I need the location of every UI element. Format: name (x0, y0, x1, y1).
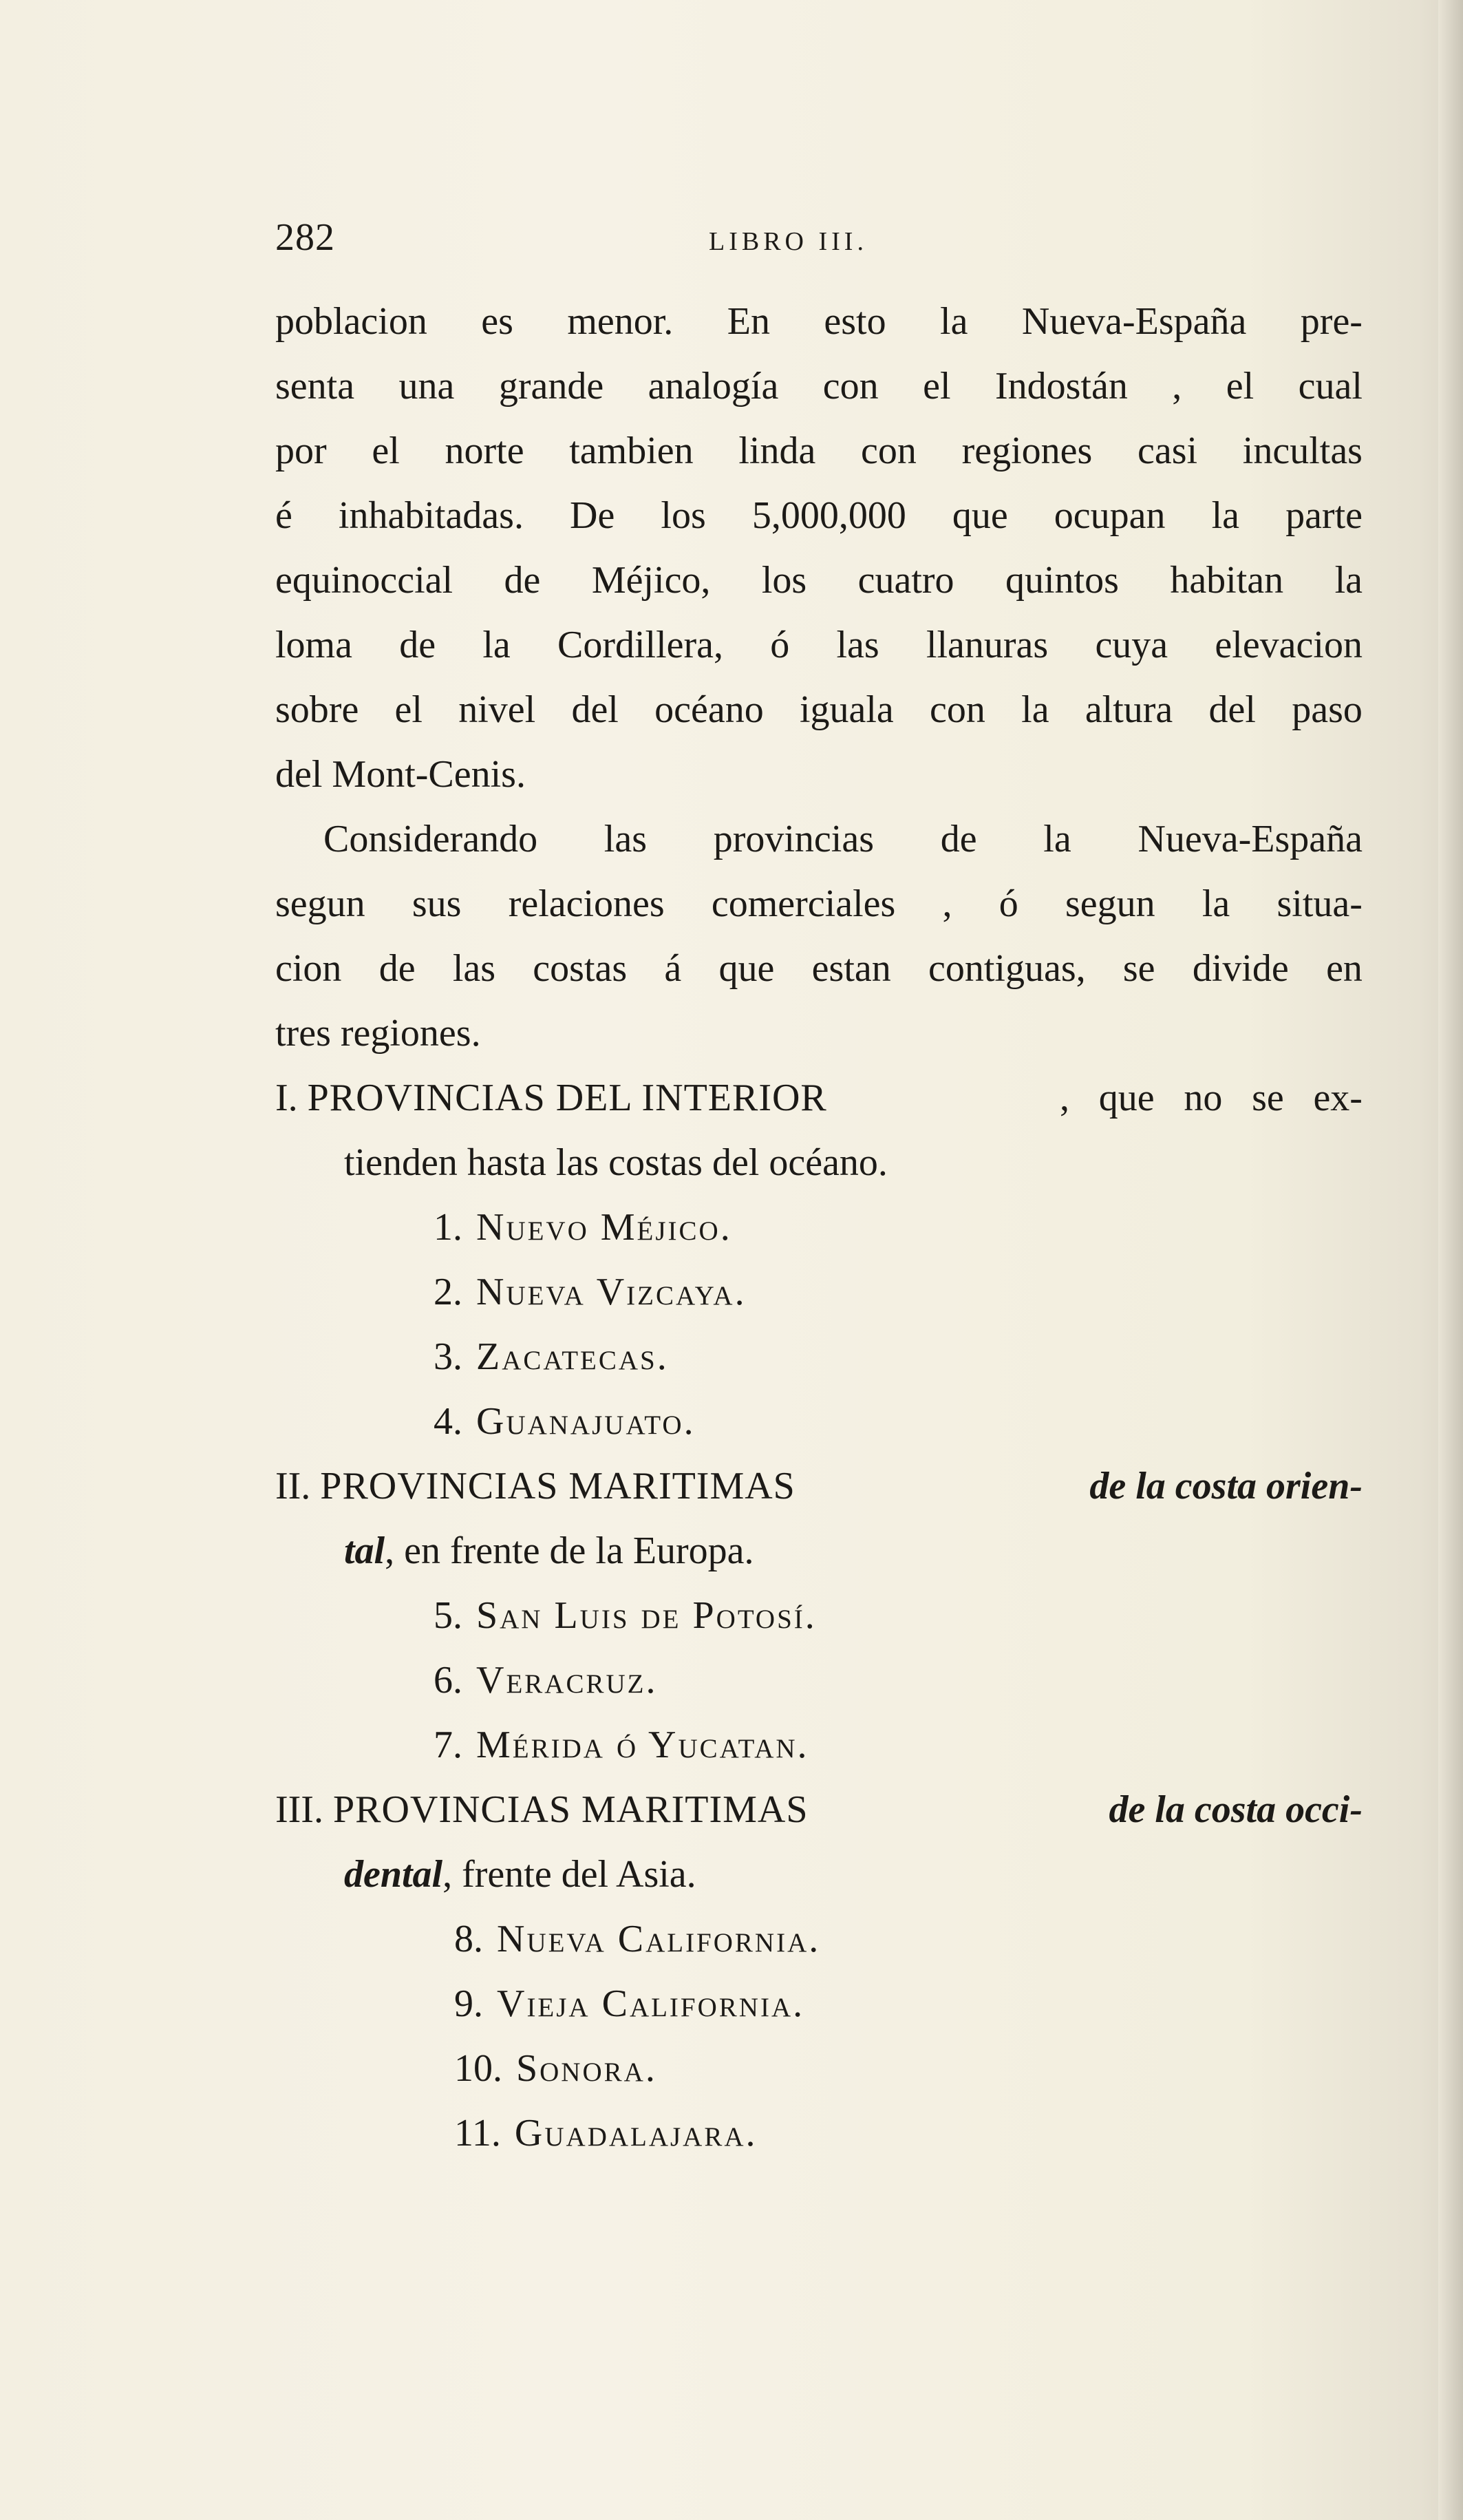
province-item (275, 1648, 1363, 1713)
section-heading-line (275, 1066, 1363, 1130)
section-heading: PROVINCIAS DEL INTERIOR (307, 1077, 827, 1119)
province-name: Nueva California. (497, 1918, 821, 1960)
text-line (275, 289, 1363, 354)
word: provincias (713, 818, 874, 860)
section-numeral: III. (275, 1788, 323, 1831)
word: cuatro (857, 559, 954, 602)
word: loma (275, 624, 352, 666)
word: los (661, 494, 706, 537)
word: é (275, 494, 292, 537)
word: de (399, 624, 436, 666)
word: comerciales (711, 882, 896, 925)
section-numeral: II. (275, 1465, 311, 1507)
word: que (952, 494, 1008, 537)
province-name: Mérida ó Yucatan. (476, 1724, 809, 1766)
province-name: Veracruz. (476, 1659, 658, 1702)
word: se (1122, 947, 1155, 990)
province-name: Guanajuato. (476, 1400, 696, 1443)
word: una (398, 365, 455, 407)
word: el (394, 688, 423, 731)
word: la (1202, 882, 1230, 925)
word: ó (770, 624, 790, 666)
word: ó (999, 882, 1018, 925)
word: contiguas, (928, 947, 1086, 990)
region-section (275, 1454, 1363, 1777)
province-name: San Luis de Potosí. (476, 1594, 817, 1637)
item-number: 11. (454, 2112, 501, 2154)
word: 5,000,000 (751, 494, 906, 537)
region-section (275, 1777, 1363, 2166)
word: relaciones (508, 882, 665, 925)
word: menor. (567, 300, 674, 343)
word: incultas (1242, 430, 1363, 472)
word: cual (1298, 365, 1363, 407)
item-number: 2. (434, 1271, 462, 1313)
word: iguala (799, 688, 894, 731)
text-line (275, 613, 1363, 677)
word: nivel (458, 688, 536, 731)
word: la (1334, 559, 1363, 602)
word: divide (1192, 947, 1289, 990)
word: tambien (569, 430, 694, 472)
word: de (504, 559, 541, 602)
text-line: del Mont-Cenis. (275, 753, 526, 796)
word: senta (275, 365, 355, 407)
text-line (275, 807, 1363, 871)
word: analogía (648, 365, 779, 407)
item-number: 10. (454, 2047, 502, 2090)
word: ex- (1313, 1077, 1363, 1119)
paragraph (275, 289, 1363, 807)
word: las (452, 947, 496, 990)
word: altura (1085, 688, 1173, 731)
word: pre- (1300, 300, 1363, 343)
word: de (378, 947, 416, 990)
section-italic: dental (344, 1853, 443, 1896)
word: cuya (1095, 624, 1168, 666)
item-number: 7. (434, 1724, 462, 1766)
running-head (275, 210, 1363, 265)
word: la (482, 624, 511, 666)
section-italic: de la costa occi- (1109, 1788, 1363, 1831)
word: , (942, 882, 952, 925)
section-italic: tal (344, 1529, 385, 1572)
province-item (275, 1195, 1363, 1260)
item-number: 5. (434, 1594, 462, 1637)
section-heading-line (275, 1454, 1363, 1518)
word: los (761, 559, 807, 602)
word: del (1208, 688, 1256, 731)
word: , (1060, 1077, 1069, 1119)
word: elevacion (1215, 624, 1363, 666)
section-heading-line (275, 1777, 1363, 1842)
word: la (940, 300, 968, 343)
word: Nueva-España (1021, 300, 1247, 343)
province-name: Guadalajara. (514, 2112, 758, 2154)
text-line (275, 548, 1363, 613)
word: grande (498, 365, 604, 407)
word: ocupan (1054, 494, 1166, 537)
word: segun (275, 882, 365, 925)
word: linda (738, 430, 816, 472)
province-name: Zacatecas. (476, 1335, 669, 1378)
province-name: Nueva Vizcaya. (476, 1271, 747, 1313)
word: el (923, 365, 951, 407)
word: Indostán (994, 365, 1128, 407)
province-name: Nuevo Méjico. (476, 1206, 732, 1249)
page-number: 282 (275, 216, 335, 259)
province-item (275, 1389, 1363, 1454)
word: Méjico, (591, 559, 711, 602)
word: en (1326, 947, 1363, 990)
word: poblacion (275, 300, 427, 343)
word: por (275, 430, 327, 472)
word: las (604, 818, 647, 860)
word: De (570, 494, 615, 537)
province-item (275, 1907, 1363, 1971)
word: estan (811, 947, 891, 990)
text-line (275, 483, 1363, 548)
word: las (836, 624, 879, 666)
word: esto (824, 300, 886, 343)
item-number: 6. (434, 1659, 462, 1702)
section-continuation: dental, frente del Asia. (344, 1853, 696, 1896)
text-line: tres regiones. (275, 1012, 481, 1055)
text-line (275, 354, 1363, 419)
section-rest (1060, 1066, 1363, 1130)
word: la (1021, 688, 1049, 731)
word: cion (275, 947, 342, 990)
word: que (1098, 1077, 1155, 1119)
section-continuation: tienden hasta las costas del océano. (344, 1141, 888, 1184)
word: de (940, 818, 977, 860)
paragraph (275, 807, 1363, 1066)
word: océano (654, 688, 764, 731)
word: norte (445, 430, 524, 472)
word: sus (412, 882, 462, 925)
word: En (727, 300, 770, 343)
word: la (1043, 818, 1071, 860)
text-line (275, 936, 1363, 1001)
text-line (275, 871, 1363, 936)
running-title: LIBRO III. (709, 227, 868, 256)
word: Cordillera, (557, 624, 724, 666)
province-item (275, 1583, 1363, 1648)
word: parte (1285, 494, 1363, 537)
word: no (1184, 1077, 1223, 1119)
word: , (1172, 365, 1182, 407)
province-item (275, 1713, 1363, 1777)
item-number: 3. (434, 1335, 462, 1378)
word: con (822, 365, 879, 407)
province-name: Vieja California. (497, 1982, 805, 2025)
province-item (275, 1971, 1363, 2036)
word: Considerando (323, 818, 538, 860)
section-heading: PROVINCIAS MARITIMAS (332, 1788, 809, 1831)
word: con (930, 688, 985, 731)
word: con (861, 430, 917, 472)
word: llanuras (926, 624, 1049, 666)
word: equinoccial (275, 559, 453, 602)
word: segun (1065, 882, 1155, 925)
word: á (664, 947, 682, 990)
word: costas (533, 947, 628, 990)
word: la (1211, 494, 1239, 537)
word: el (1226, 365, 1254, 407)
section-italic: de la costa orien- (1089, 1465, 1363, 1507)
word: casi (1138, 430, 1198, 472)
word: es (481, 300, 513, 343)
text-line (275, 419, 1363, 483)
word: situa- (1277, 882, 1363, 925)
item-number: 9. (454, 1982, 483, 2025)
section-heading: PROVINCIAS MARITIMAS (320, 1465, 795, 1507)
word: paso (1292, 688, 1363, 731)
word: se (1252, 1077, 1284, 1119)
word: quintos (1005, 559, 1119, 602)
item-number: 1. (434, 1206, 462, 1249)
province-item (275, 2101, 1363, 2166)
province-item (275, 1324, 1363, 1389)
word: habitan (1170, 559, 1284, 602)
word: el (372, 430, 400, 472)
province-name: Sonora. (516, 2047, 657, 2090)
word: que (718, 947, 775, 990)
region-section (275, 1066, 1363, 1454)
word: del (571, 688, 619, 731)
text-line (275, 677, 1363, 742)
page-edge (1438, 0, 1463, 2520)
word: sobre (275, 688, 359, 731)
body-text (275, 289, 1363, 2166)
item-number: 4. (434, 1400, 462, 1443)
word: regiones (961, 430, 1093, 472)
word: Nueva-España (1138, 818, 1363, 860)
section-numeral: I. (275, 1077, 298, 1119)
section-continuation: tal, en frente de la Europa. (344, 1529, 754, 1572)
province-item (275, 1260, 1363, 1324)
word: inhabitadas. (338, 494, 524, 537)
province-item (275, 2036, 1363, 2101)
item-number: 8. (454, 1918, 483, 1960)
